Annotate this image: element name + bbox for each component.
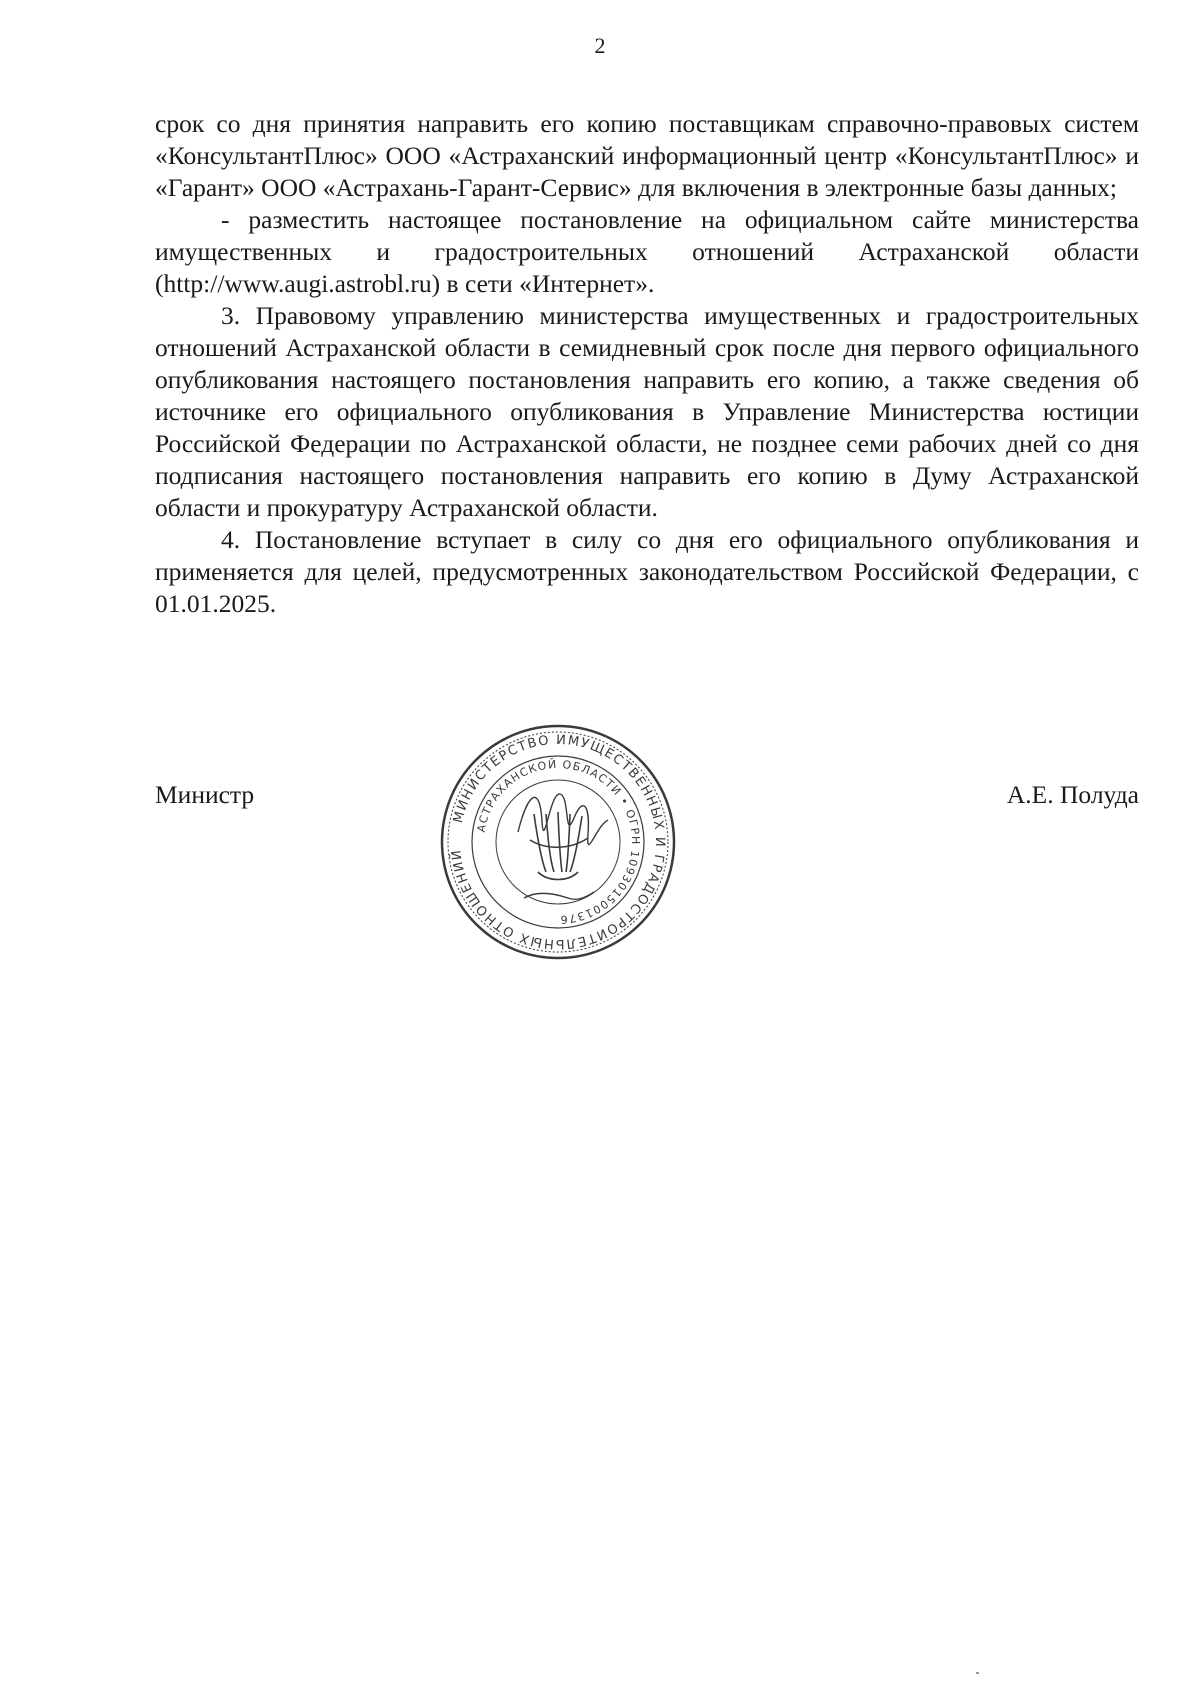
- paragraph-3: 3. Правовому управлению министерства имущественных и градостроительных отношений Астраханской области в семидневный срок после дня первого официального опубликования настоящего постановления направить его копию, а также сведения об источнике его официального опубликования в Управление Министерства юстиции Российской Федерации по Астраханской области, не позднее семи рабочих дней со дня подписания настоящего постановления направить его копию в Думу Астраханской области и прокуратуру Астраханской области.: [155, 301, 1139, 522]
- document-body: [155, 108, 1139, 620]
- seal-middle-circle: [472, 756, 644, 928]
- seal-outer-text: МИНИСТЕРСТВО ИМУЩЕСТВЕННЫХ И ГРАДОСТРОИТЕЛЬНЫХ ОТНОШЕНИЙ: [449, 732, 668, 952]
- paragraph-1: срок со дня принятия направить его копию поставщикам справочно-правовых систем «КонсультантПлюс» ООО «Астраханский информационный центр «КонсультантПлюс» и «Гарант» ООО «Астрахань-Гарант-Сервис» для включения в электронные базы данных;: [155, 109, 1139, 202]
- official-seal: [438, 722, 678, 962]
- seal-graphic: [438, 722, 678, 962]
- signatory-title: Министр: [155, 780, 255, 809]
- seal-inner-text: АСТРАХАНСКОЙ ОБЛАСТИ • ОГРН 1093015001376: [474, 757, 643, 927]
- signatory-name: А.Е. Полуда: [1006, 780, 1139, 809]
- page-number: 2: [594, 33, 606, 58]
- paragraph-2: - разместить настоящее постановление на официальном сайте министерства имущественных и градостроительных отношений Астраханской области (http://www.augi.astrobl.ru) в сети «Интернет».: [155, 205, 1139, 298]
- seal-emblem-icon: [530, 812, 588, 880]
- scan-artifact-dot: [976, 1672, 979, 1674]
- seal-inner-circle: [496, 780, 620, 904]
- paragraph-4: 4. Постановление вступает в силу со дня его официального опубликования и применяется для целей, предусмотренных законодательством Российской Федерации, с 01.01.2025.: [155, 525, 1139, 618]
